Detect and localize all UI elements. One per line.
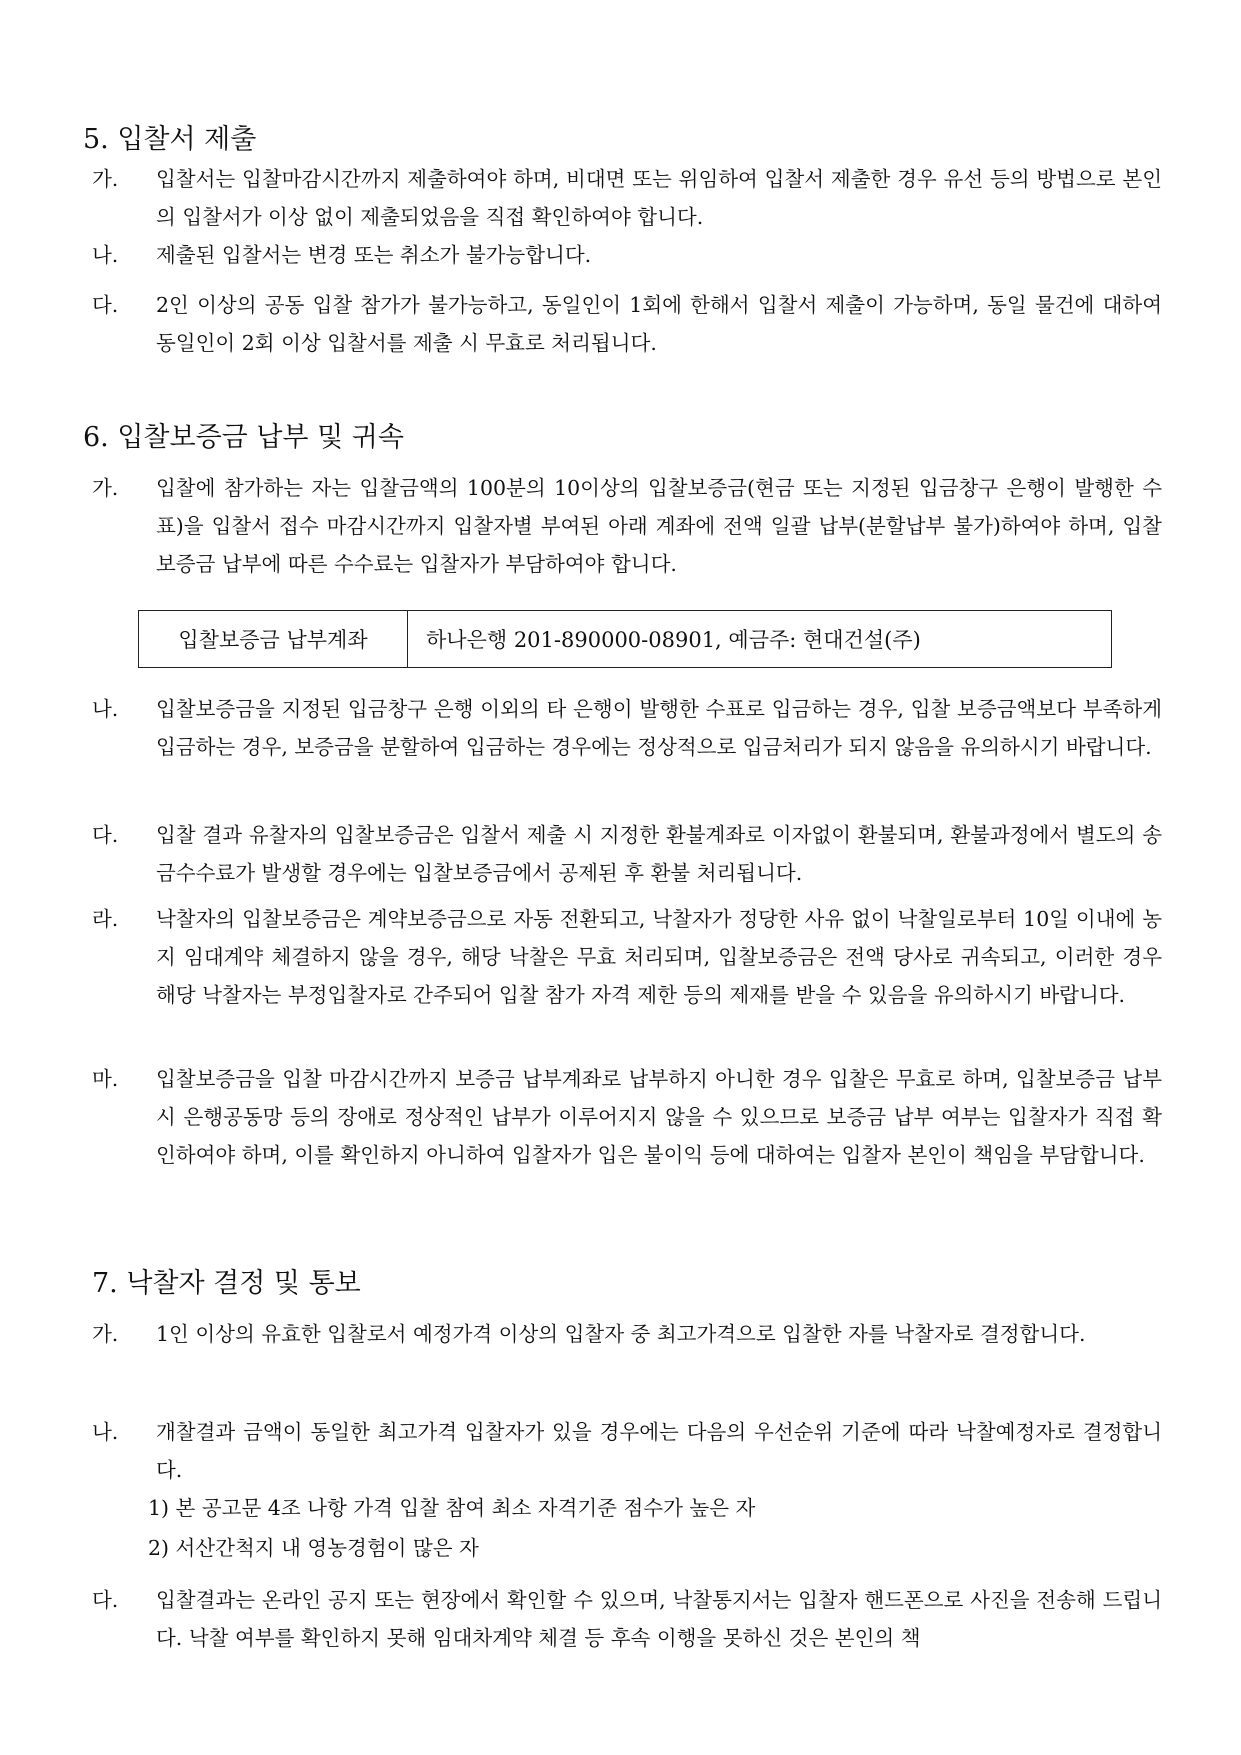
item-text: 1인 이상의 유효한 입찰로서 예정가격 이상의 입찰자 중 최고가격으로 입찰한 자를 낙찰자로 결정합니다. [156, 1322, 1086, 1346]
item-text: 제출된 입찰서는 변경 또는 취소가 불가능합니다. [156, 243, 592, 267]
item-text: 입찰 결과 유찰자의 입찰보증금은 입찰서 제출 시 지정한 환불계좌로 이자없이 환불되며, 환불과정에서 별도의 송금수수료가 발생할 경우에는 입찰보증금에서 공제된 후 환불 처리됩니다. [156, 823, 1162, 885]
item-text: 개찰결과 금액이 동일한 최고가격 입찰자가 있을 경우에는 다음의 우선순위 기준에 따라 낙찰예정자로 결정합니다. [156, 1420, 1162, 1482]
item-text: 입찰에 참가하는 자는 입찰금액의 100분의 10이상의 입찰보증금(현금 또는 지정된 입금창구 은행이 발행한 수표)을 입찰서 접수 마감시간까지 입찰자별 부여된 아래 계좌에 전액 일괄 납부(분할납부 불가)하여야 하며, 입찰보증금 납부에 따른 수수료는 입찰자가 부담하여야 합니다. [156, 476, 1162, 576]
item-text: 입찰결과는 온라인 공지 또는 현장에서 확인할 수 있으며, 낙찰통지서는 입찰자 핸드폰으로 사진을 전송해 드립니다. 낙찰 여부를 확인하지 못해 임대차계약 체결 등 후속 이행을 못하신 것은 본인의 책 [156, 1588, 1162, 1650]
item-label: 마. [92, 1067, 119, 1091]
item-label: 나. [92, 243, 119, 267]
section-7-item-na [92, 1413, 1162, 1489]
item-label: 다. [92, 293, 119, 317]
section-6-item-da [92, 816, 1162, 892]
item-label: 가. [92, 476, 119, 500]
section-7-item-da [92, 1581, 1162, 1657]
section-6-item-ma [92, 1060, 1162, 1174]
item-label: 다. [92, 823, 119, 847]
item-label: 가. [92, 1322, 119, 1346]
priority-criterion-2: 2) 서산간척지 내 영농경험이 많은 자 [148, 1536, 479, 1560]
section-5-item-ga [92, 160, 1162, 236]
item-text: 입찰보증금을 지정된 입금창구 은행 이외의 타 은행이 발행한 수표로 입금하는 경우, 입찰 보증금액보다 부족하게 입금하는 경우, 보증금을 분할하여 입금하는 경우에는 정상적으로 입금처리가 되지 않음을 유의하시기 바랍니다. [156, 697, 1162, 759]
section-5-item-na [92, 236, 1162, 274]
section-6-item-ga [92, 469, 1162, 583]
section-5-item-da [92, 286, 1162, 362]
section-5-heading: 5. 입찰서 제출 [83, 124, 257, 155]
deposit-account-table [138, 610, 1112, 668]
priority-criterion-1: 1) 본 공고문 4조 나항 가격 입찰 참여 최소 자격기준 점수가 높은 자 [148, 1496, 756, 1520]
deposit-account-value: 하나은행 201-890000-08901, 예금주: 현대건설(주) [426, 628, 921, 652]
item-label: 다. [92, 1588, 119, 1612]
item-label: 가. [92, 167, 119, 191]
item-label: 나. [92, 1420, 119, 1444]
section-6-item-na [92, 690, 1162, 766]
item-text: 입찰서는 입찰마감시간까지 제출하여야 하며, 비대면 또는 위임하여 입찰서 제출한 경우 유선 등의 방법으로 본인의 입찰서가 이상 없이 제출되었음을 직접 확인하여야 합니다. [156, 167, 1162, 229]
deposit-account-label: 입찰보증금 납부계좌 [139, 611, 408, 667]
item-label: 라. [92, 907, 119, 931]
item-text: 낙찰자의 입찰보증금은 계약보증금으로 자동 전환되고, 낙찰자가 정당한 사유 없이 낙찰일로부터 10일 이내에 농지 임대계약 체결하지 않을 경우, 해당 낙찰은 무효 처리되며, 입찰보증금은 전액 당사로 귀속되고, 이러한 경우 해당 낙찰자는 부정입찰자로 간주되어 입찰 참가 자격 제한 등의 제재를 받을 수 있음을 유의하시기 바랍니다. [156, 907, 1162, 1007]
section-6-heading: 6. 입찰보증금 납부 및 귀속 [83, 422, 404, 453]
section-7-heading: 7. 낙찰자 결정 및 통보 [92, 1268, 361, 1299]
item-text: 입찰보증금을 입찰 마감시간까지 보증금 납부계좌로 납부하지 아니한 경우 입찰은 무효로 하며, 입찰보증금 납부 시 은행공동망 등의 장애로 정상적인 납부가 이루어지지 않을 수 있으므로 보증금 납부 여부는 입찰자가 직접 확인하여야 하며, 이를 확인하지 아니하여 입찰자가 입은 불이익 등에 대하여는 입찰자 본인이 책임을 부담합니다. [156, 1067, 1162, 1167]
item-text: 2인 이상의 공동 입찰 참가가 불가능하고, 동일인이 1회에 한해서 입찰서 제출이 가능하며, 동일 물건에 대하여 동일인이 2회 이상 입찰서를 제출 시 무효로 처리됩니다. [156, 293, 1162, 355]
item-label: 나. [92, 697, 119, 721]
section-7-item-ga [92, 1315, 1162, 1353]
section-6-item-ra [92, 900, 1162, 1014]
